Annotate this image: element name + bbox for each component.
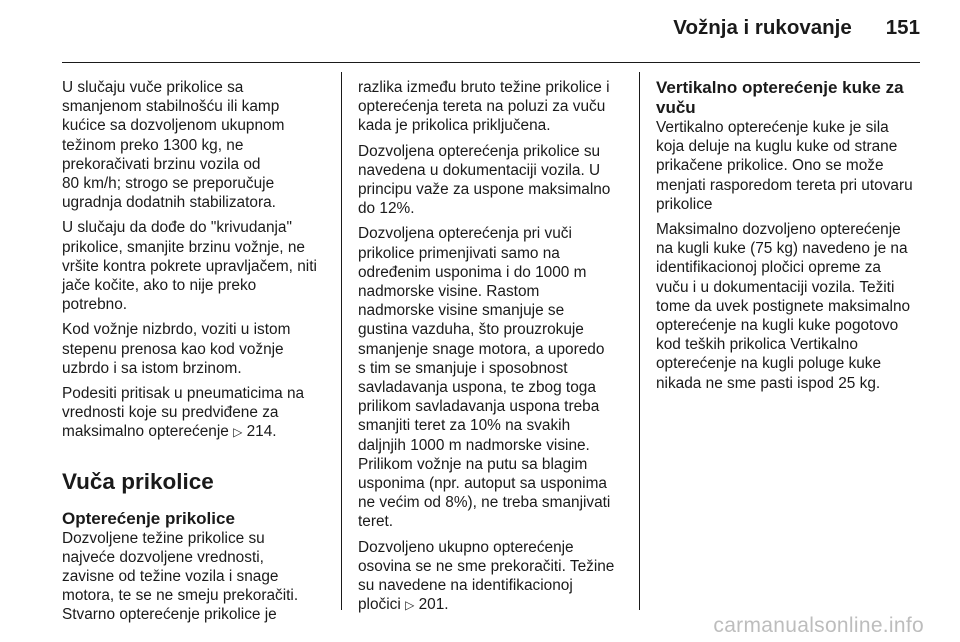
page-reference-link[interactable]: 214. [246,423,277,441]
column-2 [358,78,614,621]
paragraph: Maksimalno dozvoljeno opterećenje na kugli kuke (75 kg) navedeno je na identifikacionoj pločici opreme za vuču i u dokumentaciji vozila. Težiti tome da uvek postignete maksimalno opterećenje na kugli kuke pogotovo kod teških prikolica Vertikalno opterećenje na kugli poluge kuke nikada ne sme pasti ispod 25 kg. [656,221,911,392]
section-heading: Vuča prikolice [62,468,214,494]
page-ref-arrow-icon: ▷ [405,598,415,613]
column-divider-1 [341,72,342,610]
page-number: 151 [885,16,920,39]
paragraph: Vertikalno opterećenje kuke je sila koja deluje na kuglu kuke od strane prikačene prikolice. Ono se može menjati rasporedom tereta pri utovaru prikolice [656,119,913,213]
paragraph: Kod vožnje nizbrdo, voziti u istom stepenu prenosa kao kod vožnje uzbrdo i sa istom brzinom. [62,321,291,377]
paragraph: razlika između bruto težine prikolice i opterećenja tereta na poluzi za vuču kada je prikolica priključena. [358,79,610,135]
paragraph: Dozvoljena opterećenja pri vuči prikolice primenjivati samo na određenim usponima i do 1000 m nadmorske visine. Rastom nadmorske visine smanjuje se gustina vazduha, što prouzrokuje smanjenje snage motora, a uporedo s tim se smanjuje i sposobnost savladavanja uspona, te zbog toga prilikom savladavanja uspona treba smanjiti teret za 10% na svakih daljnjih 1000 m nadmorske visine. Prilikom vožnje na putu sa blagim usponima (npr. autoput sa usponima ne većim od 8%), ne treba smanjivati teret. [358,225,611,531]
paragraph: Dozvoljeno ukupno opterećenje osovina se ne sme prekoračiti. Težine su navedene na identifikacionoj pločici ▷ 201. [358,538,614,616]
column-3 [656,78,913,399]
watermark: carmanualsonline.info [713,614,924,637]
page-ref-arrow-icon: ▷ [233,425,243,440]
page-reference-link[interactable]: 201. [418,596,449,614]
chapter-title: Vožnja i rukovanje [673,16,852,39]
paragraph: U slučaju vuče prikolice sa smanjenom stabilnošću ili kamp kućice sa dozvoljenom ukupnom težinom preko 1300 kg, ne prekoračivati brzinu vozila od 80 km/h; strogo se preporučuje ugradnja dodatnih stabilizatora. [62,79,285,212]
subsection-heading: Opterećenje prikolice [62,508,235,528]
paragraph: Dozvoljene težine prikolice su najveće dozvoljene vrednosti, zavisne od težine vozila i snage motora, te se ne smeju prekoračiti. Stvarno opterećenje prikolice je [62,529,299,624]
header-divider [62,62,920,63]
paragraph: U slučaju da dođe do "krivudanja" prikolice, smanjite brzinu vožnje, ne vršite kontra pokrete upravljačem, niti jače kočite, ako to nije preko potrebno. [62,219,317,314]
page-header [673,16,920,40]
subsection-heading: Vertikalno opterećenje kuke za vuču [656,78,904,117]
column-divider-2 [639,72,640,610]
paragraph: Podesiti pritisak u pneumaticima na vrednosti koje su predviđene za maksimalno opterećenje ▷ 214. [62,384,317,443]
paragraph: Dozvoljena opterećenja prikolice su navedena u dokumentaciji vozila. U principu važe za uspone maksimalno do 12%. [358,142,611,218]
column-1 [62,78,317,631]
